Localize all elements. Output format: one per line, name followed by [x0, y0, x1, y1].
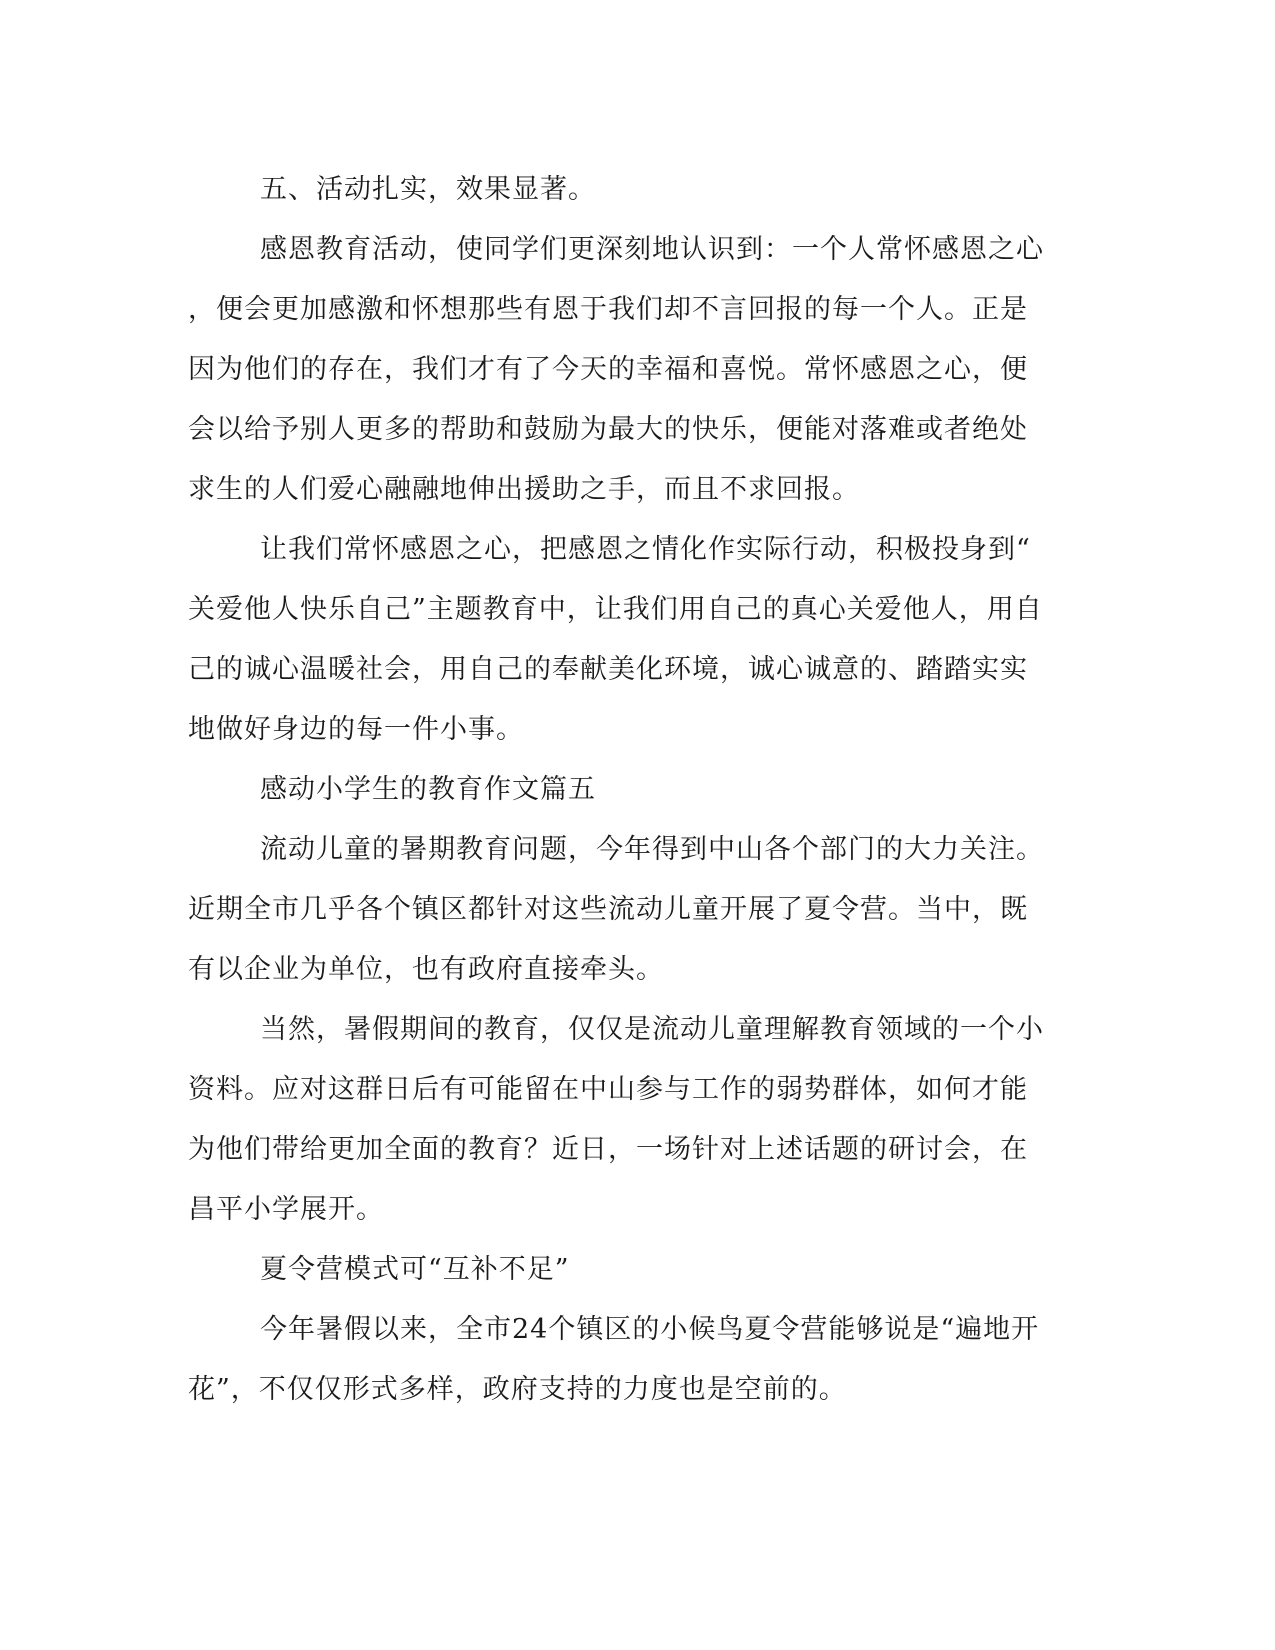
text-line: 求生的人们爱心融融地伸出援助之手，而且不求回报。: [188, 474, 860, 505]
text-line: 当然，暑假期间的教育，仅仅是流动儿童理解教育领域的一个小: [260, 1014, 1044, 1045]
text-line: 流动儿童的暑期教育问题，今年得到中山各个部门的大力关注。: [260, 834, 1044, 865]
subheading: 夏令营模式可“互补不足”: [260, 1254, 570, 1285]
text-line: 感恩教育活动，使同学们更深刻地认识到：一个人常怀感恩之心: [260, 234, 1044, 265]
text-line: ，便会更加感激和怀想那些有恩于我们却不言回报的每一个人。正是: [188, 294, 1028, 325]
text-line: 关爱他人快乐自己”主题教育中，让我们用自己的真心关爱他人，用自: [188, 594, 1043, 625]
text-line: 今年暑假以来，全市24个镇区的小候鸟夏令营能够说是“遍地开: [260, 1314, 1040, 1345]
text-line: 让我们常怀感恩之心，把感恩之情化作实际行动，积极投身到“: [260, 534, 1031, 565]
text-line: 资料。应对这群日后有可能留在中山参与工作的弱势群体，如何才能: [188, 1074, 1028, 1105]
text-line: 五、活动扎实，效果显著。: [260, 174, 596, 205]
section-heading: 感动小学生的教育作文篇五: [260, 774, 596, 805]
text-line: 花”，不仅仅形式多样，政府支持的力度也是空前的。: [188, 1374, 847, 1405]
document-body: [188, 160, 1068, 1420]
text-line: 地做好身边的每一件小事。: [188, 714, 524, 745]
text-line: 有以企业为单位，也有政府直接牵头。: [188, 954, 664, 985]
text-line: 昌平小学展开。: [188, 1194, 384, 1225]
text-line: 近期全市几乎各个镇区都针对这些流动儿童开展了夏令营。当中，既: [188, 894, 1028, 925]
text-line: 会以给予别人更多的帮助和鼓励为最大的快乐，便能对落难或者绝处: [188, 414, 1028, 445]
text-line: 因为他们的存在，我们才有了今天的幸福和喜悦。常怀感恩之心，便: [188, 354, 1028, 385]
text-line: 为他们带给更加全面的教育？近日，一场针对上述话题的研讨会，在: [188, 1134, 1028, 1165]
text-line: 己的诚心温暖社会，用自己的奉献美化环境，诚心诚意的、踏踏实实: [188, 654, 1028, 685]
